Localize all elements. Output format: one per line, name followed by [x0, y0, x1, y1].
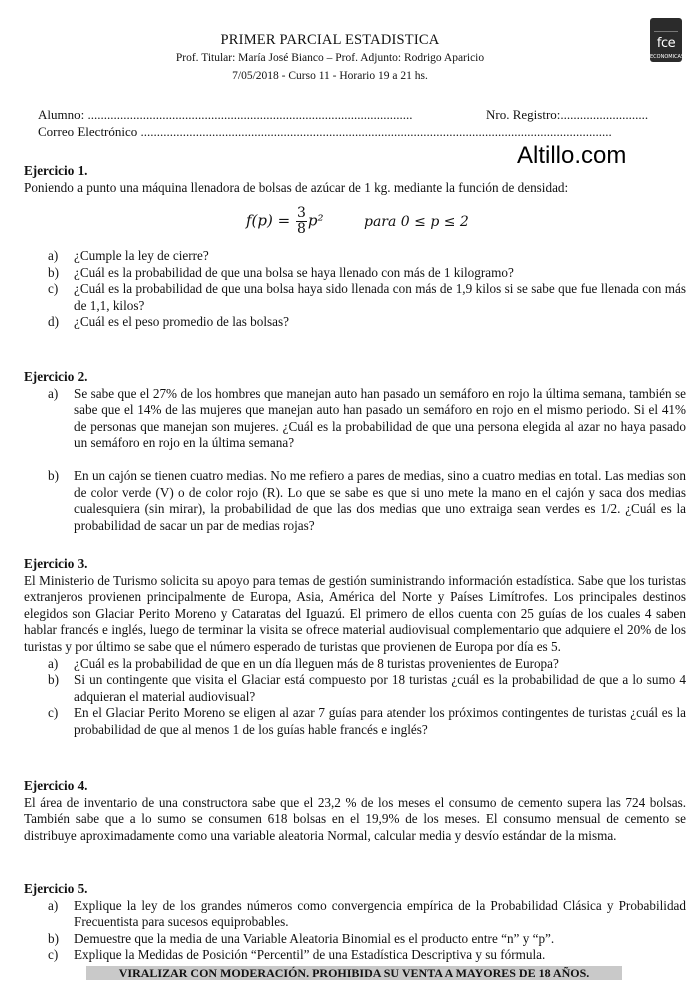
- list-item: a) Se sabe que el 27% de los hombres que manejan auto han pasado un semáforo en rojo la última semana, también se sabe que el 14% de las mujeres que manejan auto han pasado un semáforo en rojo en el mismo periodo. Si el 41% de personas que manejan son mujeres. ¿Cuál es la probabilidad de que una persona elegida al azar no haya pasado un semáforo en rojo en la última semana?: [48, 385, 686, 451]
- exercise-1-title: Ejercicio 1.: [24, 163, 88, 178]
- professors-line: Prof. Titular: María José Bianco – Prof. Adjunto: Rodrigo Aparicio: [175, 52, 485, 64]
- exercise-1-items: [24, 248, 686, 331]
- formula-fraction: [296, 206, 307, 237]
- list-item: a) ¿Cuál es la probabilidad de que en un día lleguen más de 8 turistas provenientes de Europa?: [48, 655, 559, 671]
- alumno-field: Alumno: ....................................................................................................: [38, 107, 413, 122]
- exercise-3: [24, 556, 686, 739]
- formula-condition: para 0 ≤ p ≤ 2: [364, 214, 469, 230]
- formula-denominator: 8: [296, 221, 306, 237]
- registro-field: Nro. Registro:...........................: [486, 107, 649, 122]
- exercise-2-title: Ejercicio 2.: [24, 369, 88, 384]
- exercise-1-intro: Poniendo a punto una máquina llenadora de bolsas de azúcar de 1 kg. mediante la función de densidad:: [24, 179, 569, 195]
- list-item: b) En un cajón se tienen cuatro medias. No me refiero a pares de medias, sino a cuatro medias en total. Las medias son de color verde (V) o de color rojo (R). Lo que se sabe es que si uno mete la mano en el cajón y saca dos medias cualesquiera (sin mirar), la probabilidad de que las dos medias que uno extraiga sean verdes es 1/2. ¿Cuál es la probabilidad de sacar un par de medias rojas?: [48, 467, 686, 533]
- list-item: c) En el Glaciar Perito Moreno se eligen al azar 7 guías para atender los próximos contingentes de turistas ¿cuál es la probabilidad de que al menos 1 de los guías hable francés e inglés?: [48, 705, 686, 737]
- correo-field: Correo Electrónico .................................................................................................................................................: [38, 124, 612, 139]
- exercise-5: [24, 881, 686, 964]
- exercise-3-intro: El Ministerio de Turismo solicita su apoyo para temas de gestión suministrando información estadística. Sabe que los turistas extranjeros provienen principalmente de Europa, Asia, América del Norte y Países Limítrofes. Los principales destinos elegidos son Glaciar Perito Moreno y Cataratas del Iguazú. El primero de ellos cuenta con 25 guías de los cuales 4 saben hablar francés e inglés, luego de terminar la visita se ofrece material audiovisual complementario que adquiere el 20% de los turistas y por último se sabe que el número esperado de turistas que provienen de Europa por día es 5.: [24, 572, 686, 654]
- logo-building-icon: [654, 21, 678, 32]
- footer-banner: VIRALIZAR CON MODERACIÓN. PROHIBIDA SU VENTA A MAYORES DE 18 AÑOS.: [86, 966, 622, 980]
- formula-numerator: 3: [296, 205, 306, 221]
- date-course-line: 7/05/2018 - Curso 11 - Horario 19 a 21 hs.: [232, 70, 428, 82]
- logo-small-text: ECONOMICAS: [650, 54, 685, 60]
- logo-text: fce: [656, 36, 676, 51]
- exercise-3-title: Ejercicio 3.: [24, 556, 88, 571]
- faculty-logo: [650, 18, 685, 62]
- exercise-4-title: Ejercicio 4.: [24, 778, 88, 793]
- list-item: c) ¿Cuál es la probabilidad de que una bolsa haya sido llenada con más de 1,9 kilos si se sabe que fue llenada con más de 1,1, kilos?: [48, 281, 686, 313]
- exercise-5-title: Ejercicio 5.: [24, 881, 88, 896]
- list-item: d) ¿Cuál es el peso promedio de las bolsas?: [48, 314, 289, 330]
- density-formula: [246, 206, 324, 237]
- exam-title: PRIMER PARCIAL ESTADISTICA: [220, 32, 440, 48]
- list-item: a) Explique la ley de los grandes números como convergencia empírica de la Probabilidad Clásica y Probabilidad Frecuentista para sucesos equiprobables.: [48, 897, 686, 930]
- list-item: b) Si un contingente que visita el Glaciar está compuesto por 18 turistas ¿cuál es la probabilidad de que a lo sumo 4 adquieran el material audiovisual?: [48, 672, 686, 704]
- list-item: b) ¿Cuál es la probabilidad de que una bolsa se haya llenado con más de 1 kilogramo?: [48, 264, 514, 280]
- watermark: Altillo.com: [517, 142, 627, 169]
- list-item: b) Demuestre que la media de una Variable Aleatoria Binomial es el producto entre “n” y “p”.: [48, 930, 555, 946]
- list-item: a) ¿Cumple la ley de cierre?: [48, 248, 209, 263]
- exercise-2: [24, 369, 686, 534]
- exercise-1: [24, 163, 686, 196]
- spacer: [24, 452, 686, 468]
- list-item: c) Explique la Medidas de Posición “Percentil” de una Estadística Descriptiva y su fórmula.: [48, 947, 546, 963]
- exercise-4: [24, 778, 686, 844]
- formula-rhs: p²: [307, 211, 324, 230]
- formula-lhs: f(p) =: [246, 211, 291, 230]
- exercise-4-text: El área de inventario de una constructora sabe que el 23,2 % de los meses el consumo de cemento supera las 724 bolsas. También sabe que a lo sumo se consumen 618 bolsas en el 19,9% de los meses. El consumo mensual de cemento se distribuye aproximadamente como una variable aleatoria Normal, calcular media y desvío estándar de la misma.: [24, 794, 686, 843]
